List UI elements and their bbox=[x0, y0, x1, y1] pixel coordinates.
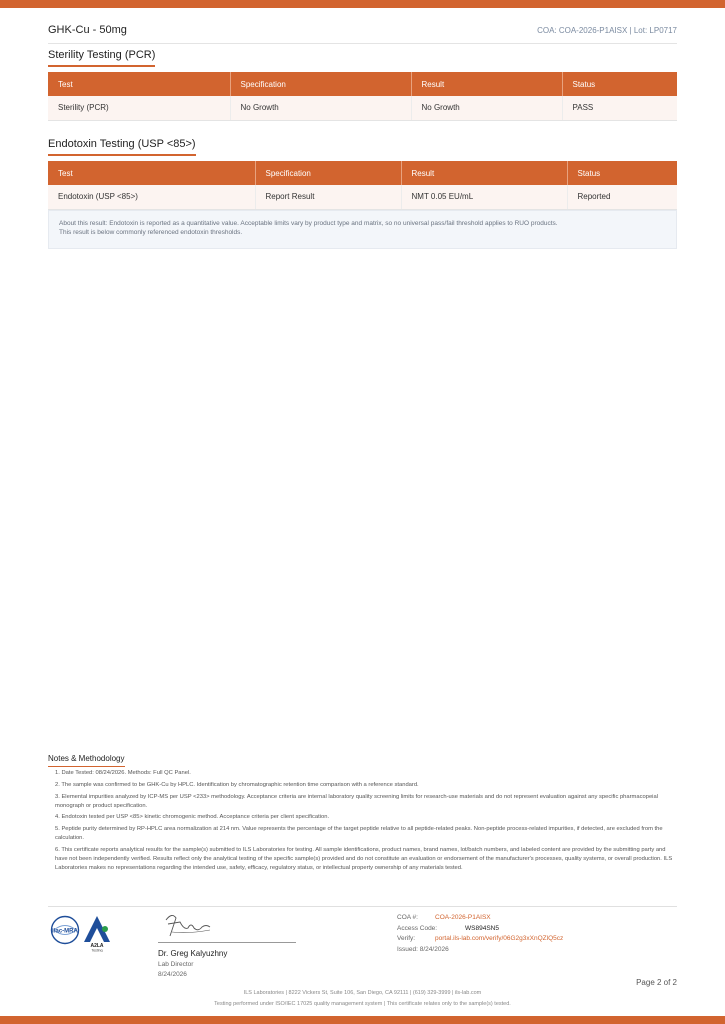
coa-number-value: COA-2026-P1AISX bbox=[435, 914, 491, 921]
access-code-label: Access Code: bbox=[397, 924, 438, 932]
column-header-result: Result bbox=[411, 72, 562, 96]
ilac-logo-text: ilac-MRA bbox=[52, 928, 78, 935]
column-header-status: Status bbox=[562, 72, 677, 96]
footer-address: ILS Laboratories | 8222 Vickers St, Suite 106, San Diego, CA 92111 | (619) 329-3999 | ils-lab.com bbox=[243, 990, 482, 996]
access-code-value: WS894SN5 bbox=[465, 924, 499, 932]
ilac-mra-logo bbox=[50, 915, 80, 945]
footer-divider bbox=[48, 906, 677, 907]
coa-lot-meta: COA: COA-2026-P1AISX | Lot: LP0717 bbox=[537, 26, 677, 35]
note-line: About this result: Endotoxin is reported as a quantitative value. Acceptable limits vary by product type and matrix, so no universal pass/fail threshold applies to RUO products. bbox=[59, 220, 558, 227]
table-header-row bbox=[48, 72, 677, 96]
access-code-row bbox=[397, 924, 563, 935]
signer-date: 8/24/2026 bbox=[158, 971, 187, 978]
table-header-row bbox=[48, 161, 677, 185]
verify-link[interactable]: portal.ils-lab.com/verify/06G2g3xXnQZlQ5cz bbox=[435, 935, 564, 943]
sterility-section-title: Sterility Testing (PCR) bbox=[48, 49, 155, 64]
issued-row bbox=[397, 945, 563, 956]
list-item: 6. This certificate reports analytical results for the sample(s) submitted to ILS Laboratories for testing. All sample identifications, product names, brand names, lot/batch numbers, and labeled content are provided by the submitting party and have not been independently verified. Results reflect only the analytical testing of the specific sample(s) provided and do not constitute an evaluation or endorsement of the manufacturer's processes, quality systems, or overall production. ILS Laboratories makes no representations regarding the intended use, safety, efficacy, regulatory status, or intellectual property ownership of any materials tested. bbox=[55, 847, 673, 872]
column-header-test: Test bbox=[48, 161, 255, 185]
a2la-logo-subtext: Testing bbox=[91, 948, 103, 952]
list-item: 4. Endotoxin tested per USP <85> kinetic chromogenic method. Acceptance criteria per client specification. bbox=[55, 814, 330, 821]
document-header bbox=[48, 24, 677, 44]
cell-specification: No Growth bbox=[230, 96, 411, 120]
coa-number-label: COA #: bbox=[397, 914, 418, 921]
list-item: 3. Elemental impurities analyzed by ICP-MS per USP <233> methodology. Acceptance criteria are internal laboratory quality screening limits for research-use materials and do not represent evaluation against any specific pharmacopeial monograph or product specification. bbox=[55, 793, 658, 809]
product-title: GHK-Cu - 50mg bbox=[48, 24, 127, 36]
column-header-specification: Specification bbox=[255, 161, 401, 185]
notes-title: Notes & Methodology bbox=[48, 754, 125, 763]
signature-image bbox=[158, 910, 218, 940]
bottom-accent-bar bbox=[0, 1016, 725, 1024]
endotoxin-result-note bbox=[48, 210, 677, 249]
cell-result: No Growth bbox=[411, 96, 562, 120]
signature-line bbox=[158, 942, 296, 943]
table-row bbox=[48, 185, 677, 209]
page-number: Page 2 of 2 bbox=[636, 978, 677, 987]
column-header-result: Result bbox=[401, 161, 567, 185]
column-header-status: Status bbox=[567, 161, 677, 185]
column-header-specification: Specification bbox=[230, 72, 411, 96]
endotoxin-table bbox=[48, 161, 677, 210]
list-item: 2. The sample was confirmed to be GHK-Cu by HPLC. Identification by chromatographic retention time comparison with a reference standard. bbox=[55, 781, 419, 788]
cell-test: Endotoxin (USP <85>) bbox=[48, 185, 255, 209]
endotoxin-section-title: Endotoxin Testing (USP <85>) bbox=[48, 138, 196, 153]
cell-status-reported: Reported bbox=[567, 185, 677, 209]
cell-test: Sterility (PCR) bbox=[48, 96, 230, 120]
issued-date: Issued: 8/24/2026 bbox=[397, 945, 449, 953]
list-item: 1. Date Tested: 08/24/2026. Methods: Full QC Panel. bbox=[55, 770, 191, 776]
note-line: This result is below commonly referenced endotoxin thresholds. bbox=[59, 228, 243, 236]
a2la-logo-text: A2LA bbox=[90, 943, 104, 949]
verify-row bbox=[397, 934, 563, 945]
coa-info-block bbox=[397, 913, 563, 955]
signer-role: Lab Director bbox=[158, 961, 194, 968]
verify-label: Verify: bbox=[397, 935, 416, 943]
cell-status-pass: PASS bbox=[562, 96, 677, 120]
cell-result: NMT 0.05 EU/mL bbox=[401, 185, 567, 209]
a2la-logo bbox=[80, 912, 114, 952]
notes-list bbox=[55, 769, 675, 876]
signer-name: Dr. Greg Kalyuzhny bbox=[158, 949, 228, 958]
footer-disclaimer: Testing performed under ISO/IEC 17025 quality management system | This certificate relates only to the sample(s) tested. bbox=[214, 1001, 511, 1007]
top-accent-bar bbox=[0, 0, 725, 8]
table-row bbox=[48, 96, 677, 120]
cell-specification: Report Result bbox=[255, 185, 401, 209]
column-header-test: Test bbox=[48, 72, 230, 96]
coa-number-row bbox=[397, 913, 563, 924]
list-item: 5. Peptide purity determined by RP-HPLC area normalization at 214 nm. Value represents the percentage of the target peptide relative to all peptide-related peaks. Non-peptide process-related impurities, if detected, are excluded from the calculation. bbox=[55, 826, 663, 842]
sterility-table bbox=[48, 72, 677, 121]
